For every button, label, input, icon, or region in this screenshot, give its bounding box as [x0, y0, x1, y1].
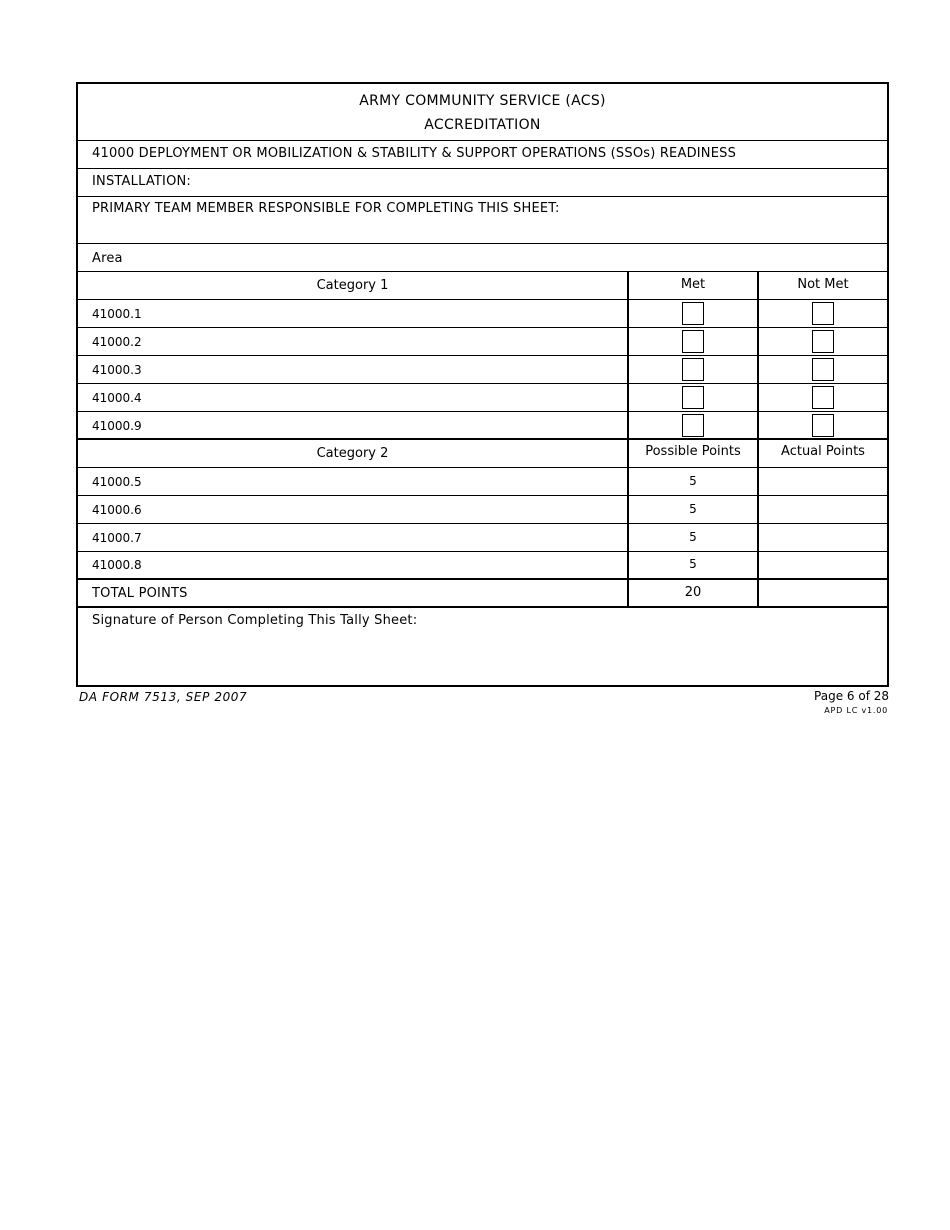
- signature-row[interactable]: [78, 608, 887, 685]
- possible-points-value: 5: [689, 474, 697, 488]
- met-checkbox[interactable]: [682, 302, 704, 325]
- actual-points-field[interactable]: [757, 468, 887, 495]
- category1-row: [78, 412, 887, 440]
- area-label: Area: [92, 251, 123, 266]
- category1-item-id: 41000.1: [92, 307, 142, 321]
- possible-points-value: 5: [689, 502, 697, 516]
- met-checkbox[interactable]: [682, 386, 704, 409]
- not-met-checkbox[interactable]: [812, 302, 834, 325]
- primary-member-row[interactable]: [78, 197, 887, 244]
- category2-item-id: 41000.7: [92, 531, 142, 545]
- signature-label: Signature of Person Completing This Tally Sheet:: [92, 613, 418, 628]
- category2-item-id: 41000.6: [92, 503, 142, 517]
- category1-item-id: 41000.9: [92, 419, 142, 433]
- category2-row: [78, 468, 887, 496]
- not-met-checkbox[interactable]: [812, 386, 834, 409]
- area-row: [78, 244, 887, 272]
- section-title-row: [78, 141, 887, 169]
- accreditation-form: [76, 82, 889, 687]
- category2-row: [78, 496, 887, 524]
- page-number: Page 6 of 28: [814, 689, 889, 703]
- not-met-checkbox[interactable]: [812, 358, 834, 381]
- category2-title: Category 2: [316, 446, 389, 461]
- category2-row: [78, 552, 887, 580]
- actual-points-field[interactable]: [757, 496, 887, 523]
- form-id: DA FORM 7513, SEP 2007: [79, 690, 248, 704]
- met-checkbox[interactable]: [682, 414, 704, 437]
- actual-points-field[interactable]: [757, 552, 887, 578]
- total-actual-points-field[interactable]: [757, 580, 887, 606]
- possible-points-header: Possible Points: [645, 444, 741, 459]
- category1-header-row: [78, 272, 887, 300]
- total-possible-points: 20: [684, 585, 702, 600]
- form-title-line2: ACCREDITATION: [424, 117, 541, 133]
- not-met-checkbox[interactable]: [812, 414, 834, 437]
- category2-row: [78, 524, 887, 552]
- installation-row[interactable]: [78, 169, 887, 197]
- form-title-line1: ARMY COMMUNITY SERVICE (ACS): [359, 93, 606, 109]
- category1-item-id: 41000.2: [92, 335, 142, 349]
- category1-row: [78, 300, 887, 328]
- section-title: 41000 DEPLOYMENT OR MOBILIZATION & STABILITY & SUPPORT OPERATIONS (SSOs) READINESS: [92, 146, 737, 161]
- category1-title: Category 1: [316, 278, 389, 293]
- possible-points-value: 5: [689, 557, 697, 571]
- met-checkbox[interactable]: [682, 330, 704, 353]
- not-met-checkbox[interactable]: [812, 330, 834, 353]
- total-points-row: [78, 580, 887, 608]
- category2-header-row: [78, 440, 887, 468]
- total-points-label: TOTAL POINTS: [92, 586, 188, 601]
- category1-row: [78, 356, 887, 384]
- actual-points-field[interactable]: [757, 524, 887, 551]
- primary-member-label: PRIMARY TEAM MEMBER RESPONSIBLE FOR COMPLETING THIS SHEET:: [92, 201, 560, 216]
- met-checkbox[interactable]: [682, 358, 704, 381]
- actual-points-header: Actual Points: [781, 444, 865, 459]
- category2-item-id: 41000.8: [92, 558, 142, 572]
- version-label: APD LC v1.00: [824, 706, 888, 715]
- category1-item-id: 41000.3: [92, 363, 142, 377]
- not-met-header: Not Met: [797, 277, 849, 292]
- category1-row: [78, 384, 887, 412]
- category1-row: [78, 328, 887, 356]
- category2-item-id: 41000.5: [92, 475, 142, 489]
- met-header: Met: [680, 277, 706, 292]
- installation-label: INSTALLATION:: [92, 174, 192, 189]
- possible-points-value: 5: [689, 530, 697, 544]
- category1-item-id: 41000.4: [92, 391, 142, 405]
- form-header: [78, 84, 887, 141]
